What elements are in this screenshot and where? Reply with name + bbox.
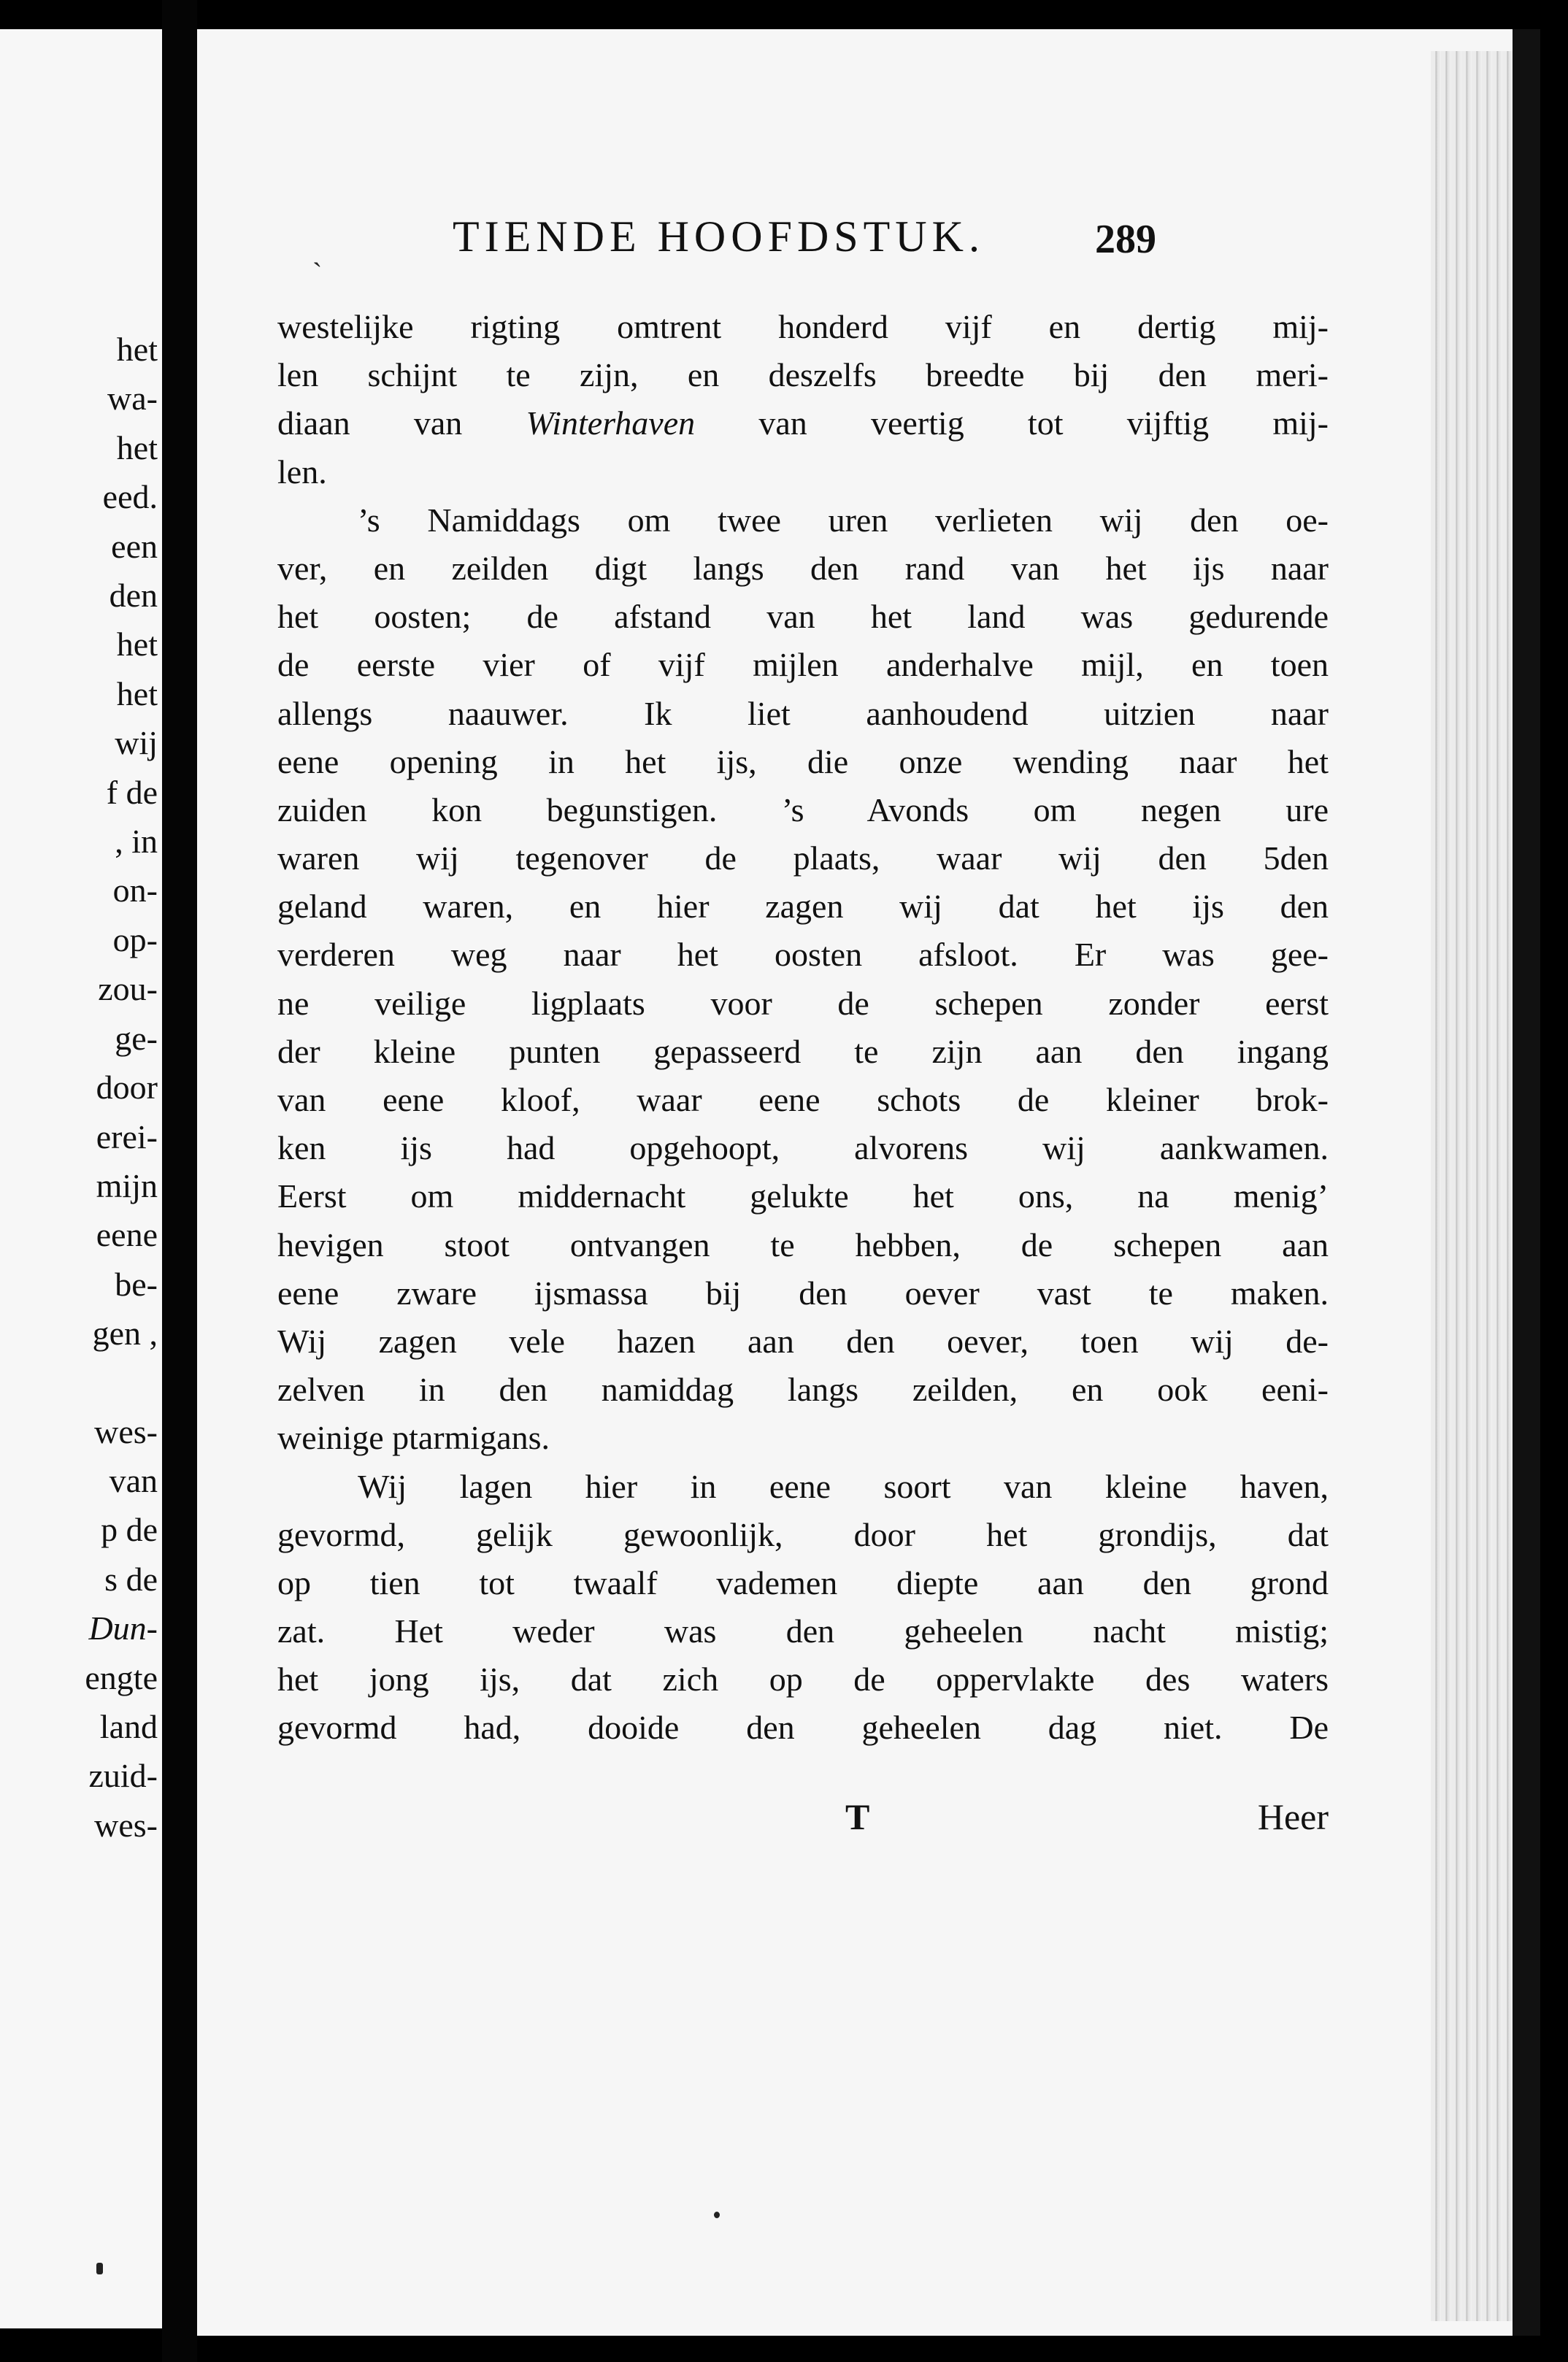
text-line: gevormd had, dooide den geheelen dag niet. De (277, 1709, 1329, 1747)
running-head (197, 212, 1175, 277)
text-run: van veertig tot vijftig mij- (695, 404, 1329, 442)
ink-speck (714, 2212, 720, 2218)
margin-word: s de (104, 1560, 158, 1598)
text-line: het oosten; de afstand van het land was gedurende (277, 598, 1329, 636)
margin-word: engte (85, 1658, 158, 1696)
text-line: eene opening in het ijs, die onze wending naar het (277, 742, 1329, 780)
book-cover-edge (1513, 29, 1540, 2336)
text-line: hevigen stoot ontvangen te hebben, de schepen aan (277, 1226, 1329, 1263)
margin-word: het (116, 428, 158, 466)
margin-word: van (109, 1461, 158, 1499)
margin-word: erei- (96, 1117, 158, 1155)
text-line: ken ijs had opgehoopt, alvorens wij aankwamen. (277, 1129, 1329, 1167)
text-line: zat. Het weder was den geheelen nacht mistig; (277, 1612, 1329, 1650)
page-number: 289 (1095, 217, 1156, 262)
chapter-title: TIENDE HOOFDSTUK. (453, 212, 985, 261)
margin-word: Dun- (88, 1609, 158, 1647)
text-line (277, 399, 1329, 447)
margin-word: zou- (98, 970, 158, 1008)
book-gutter (162, 0, 197, 2362)
text-line: len. (277, 453, 327, 491)
margin-word: zuid- (88, 1757, 158, 1795)
margin-word: den (109, 577, 158, 615)
margin-word: wa- (107, 380, 158, 418)
text-line: Wij lagen hier in eene soort van kleine haven, (358, 1467, 1329, 1505)
facing-page-margin-words (85, 325, 158, 1850)
text-line: weinige ptarmigans. (277, 1419, 550, 1457)
margin-word: gen , (92, 1315, 158, 1353)
text-line: westelijke rigting omtrent honderd vijf en dertig mij- (277, 308, 1329, 345)
margin-word: het (116, 331, 158, 368)
text-line: Eerst om middernacht gelukte het ons, na menig’ (277, 1177, 1329, 1215)
margin-word: een (111, 527, 158, 565)
margin-word (85, 1358, 158, 1407)
margin-word: eene (96, 1216, 158, 1254)
margin-word: p de (101, 1511, 158, 1549)
margin-word: mijn (96, 1166, 158, 1204)
text-line: zelven in den namiddag langs zeilden, en ook eeni- (277, 1371, 1329, 1409)
ink-speck (96, 2263, 103, 2274)
text-line: ’s Namiddags om twee uren verlieten wij den oe- (358, 501, 1329, 539)
margin-word: on- (112, 872, 158, 909)
signature-mark: T (845, 1796, 870, 1837)
text-line: eene zware ijsmassa bij den oever vast te maken. (277, 1274, 1329, 1312)
main-page (197, 29, 1540, 2336)
text-line: zuiden kon begunstigen. ’s Avonds om negen ure (277, 790, 1329, 828)
text-line: geland waren, en hier zagen wij dat het ijs den (277, 888, 1329, 926)
margin-word: door (96, 1069, 158, 1107)
text-line: der kleine punten gepasseerd te zijn aan den ingang (277, 1032, 1329, 1070)
text-line: waren wij tegenover de plaats, waar wij den 5den (277, 839, 1329, 877)
text-line: len schijnt te zijn, en deszelfs breedte bij den meri- (277, 356, 1329, 394)
page-footer (277, 1796, 1329, 1847)
text-line: ver, en zeilden digt langs den rand van het ijs naar (277, 549, 1329, 587)
text-line: gevormd, gelijk gewoonlijk, door het grondijs, dat (277, 1515, 1329, 1553)
margin-word: ge- (115, 1019, 158, 1057)
text-line: Wij zagen vele hazen aan den oever, toen wij de- (277, 1322, 1329, 1360)
margin-word: het (116, 674, 158, 712)
body-text (277, 303, 1329, 1753)
margin-word: wij (115, 724, 158, 762)
text-line: van eene kloof, waar eene schots de kleiner brok- (277, 1081, 1329, 1118)
text-run: diaan van (277, 404, 526, 442)
margin-word: , in (115, 823, 158, 861)
margin-word: be- (115, 1265, 158, 1303)
text-line: allengs naauwer. Ik liet aanhoudend uitzien naar (277, 694, 1329, 732)
facing-page (0, 29, 162, 2328)
margin-word: land (99, 1707, 158, 1745)
margin-word: het (116, 626, 158, 663)
margin-word: f de (106, 773, 158, 811)
running-head-mark: ˎ (312, 234, 323, 267)
italic-place-name: Winterhaven (526, 404, 696, 442)
text-line: op tien tot twaalf vademen diepte aan den grond (277, 1563, 1329, 1601)
margin-word: op- (112, 920, 158, 958)
margin-word: wes- (94, 1412, 158, 1450)
margin-word: eed. (102, 478, 158, 516)
margin-word: wes- (94, 1806, 158, 1844)
text-line: ne veilige ligplaats voor de schepen zonder eerst (277, 984, 1329, 1022)
text-line: de eerste vier of vijf mijlen anderhalve mijl, en toen (277, 646, 1329, 684)
text-line: verderen weg naar het oosten afsloot. Er was gee- (277, 936, 1329, 974)
catchword: Heer (1257, 1796, 1329, 1837)
text-line: het jong ijs, dat zich op de oppervlakte des waters (277, 1661, 1329, 1699)
